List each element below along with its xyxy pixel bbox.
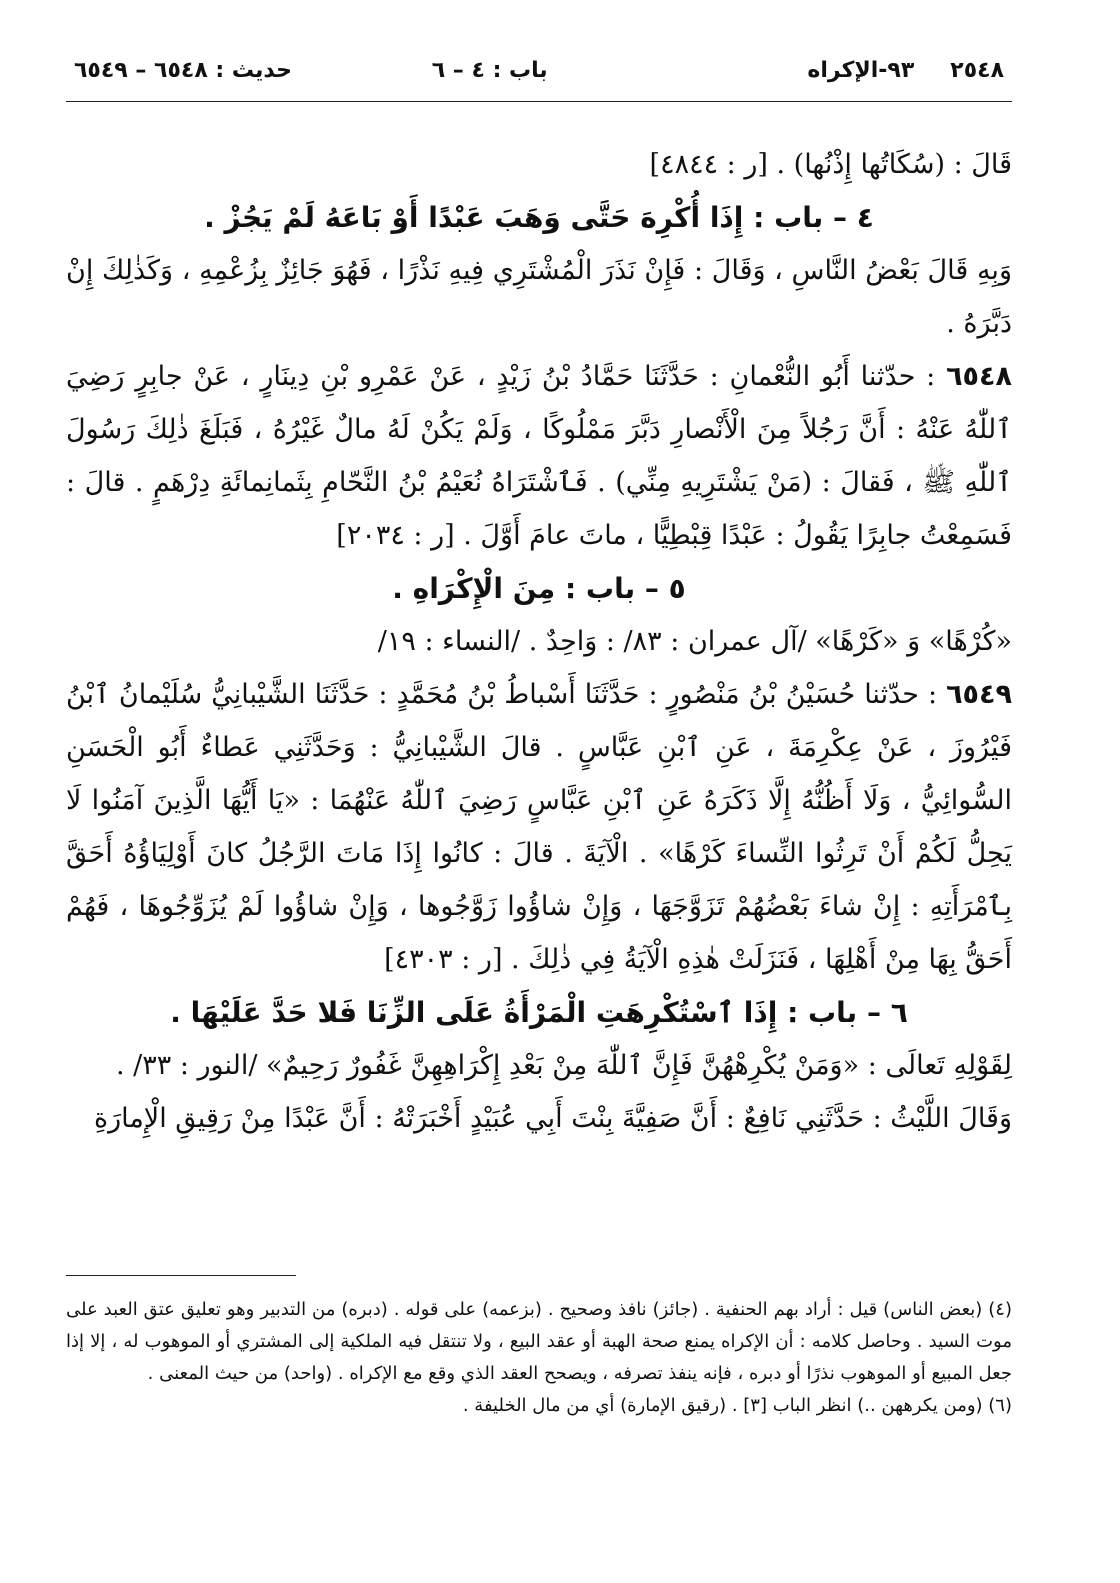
- hadith-number: ٦٥٤٩: [946, 679, 1012, 710]
- chapter-range: باب : ٤ – ٦: [431, 58, 548, 83]
- chapter-heading: ٥ – باب : مِنَ الْإِكْرَاهِ .: [392, 572, 686, 605]
- hadith-number: ٦٥٤٨: [946, 361, 1012, 392]
- chapter-heading: ٦ – باب : إِذَا ٱسْتُكْرِهَتِ الْمَرْأَةُ عَلَى الزِّنَا فَلا حَدَّ عَلَيْهَا .: [170, 996, 908, 1029]
- footnotes: [66, 1275, 1012, 1422]
- text-line: قَالَ : (سُكَاتُها إِذْنُها) . [ر : ٤٨٤٤]: [649, 149, 1012, 180]
- page-number: ٢٥٤٨: [950, 58, 1004, 83]
- text-line: «كُرْهًا» وَ «كَرْهًا» /آل عمران : ٨٣/ : وَاحِدٌ . /النساء : ١٩/: [377, 626, 1012, 657]
- header-right: [807, 58, 1004, 83]
- hadith-text: : حدّثنا أَبُو النُّعْمانِ : حَدَّثَنَا حَمَّادُ بْنُ زَيْدٍ ، عَنْ عَمْرِو بْنِ دِينَارٍ ، عَنْ جابِرٍ رَضِيَ ٱللّٰهُ عَنْهُ : أَنَّ رَجُلاً مِنَ الْأَنْصارِ دَبَّرَ مَمْلُوكًا ، وَلَمْ يَكُنْ لَهُ مالٌ غَيْرُهُ ، فَبَلَغَ ذٰلِكَ رَسُولَ ٱللّٰهِ ﷺ ، فَقالَ : (مَنْ يَشْتَرِيهِ مِنِّي) . فَٱشْتَرَاهُ نُعَيْمُ بْنُ النَّحّامِ بِثَمانِمائَةِ دِرْهَمٍ . قالَ : فَسَمِعْتُ جابِرًا يَقُولُ : عَبْدًا قِبْطِيًّا ، ماتَ عامَ أَوَّلَ . [ر : ٢٠٣٤]: [66, 361, 1012, 551]
- footnote: (٤) (بعض الناس) قيل : أراد بهم الحنفية . (جائز) نافذ وصحيح . (بزعمه) على قوله . (دبره) من التدبير وهو تعليق عتق العبد على موت السيد . وحاصل كلامه : أن الإكراه يمنع صحة الهبة أو عقد البيع ، ولا تنتقل فيه الملكية إلى المشتري أو الموهوب له ، إلا إذا جعل المبيع أو الموهوب نذرًا أو دبره ، فإنه ينفذ تصرفه ، ويصحح العقد الذي وقع مع الإكراه . (واحد) من حيث المعنى .: [66, 1299, 1012, 1384]
- footnote-list: [66, 1294, 1012, 1422]
- footnote-divider: [66, 1275, 296, 1276]
- hadith-text: : حدّثنا حُسَيْنُ بْنُ مَنْصُورٍ : حَدَّثَنَا أَسْباطُ بْنُ مُحَمَّدٍ : حَدَّثَنَا الشَّيْبانِيُّ سُلَيْمانُ ٱبْنُ فَيْرُوزَ ، عَنْ عِكْرِمَةَ ، عَنِ ٱبْنِ عَبَّاسٍ . قالَ الشَّيْبانِيُّ : وَحَدَّثَنِي عَطاءٌ أَبُو الْحَسَنِ السُّوائِيُّ ، وَلَا أَظُنُّهُ إِلَّا ذَكَرَهُ عَنِ ٱبْنِ عَبَّاسٍ رَضِيَ ٱللّٰهُ عَنْهُمَا : «يَا أَيُّهَا الَّذِينَ آمَنُوا لَا يَحِلُّ لَكُمْ أَنْ تَرِثُوا النِّساءَ كَرْهًا» . الْآيَةَ . قالَ : كانُوا إِذَا مَاتَ الرَّجُلُ كانَ أَوْلِيَاؤُهُ أَحَقَّ بِٱمْرَأَتِهِ : إِنْ شاءَ بَعْضُهُمْ تَزَوَّجَهَا ، وَإِنْ شاؤُوا زَوَّجُوها ، وَإِنْ شاؤُوا لَمْ يُزَوِّجُوهَا ، فَهُمْ أَحَقُّ بِهَا مِنْ أَهْلِهَا ، فَنَزَلَتْ هٰذِهِ الْآيَةُ فِي ذٰلِكَ . [ر : ٤٣٠٣]: [66, 679, 1012, 975]
- hadith-paragraph: [66, 668, 1012, 986]
- text-line: لِقَوْلِهِ تَعالَى : «وَمَنْ يُكْرِهْهُنَّ فَإِنَّ ٱللّٰهَ مِنْ بَعْدِ إِكْرَاهِهِنَّ غَفُورٌ رَحِيمٌ» /النور : ٣٣/ .: [115, 1050, 1012, 1081]
- hadith-range: حديث : ٦٥٤٨ – ٦٥٤٩: [74, 58, 292, 83]
- chapter-heading: ٤ – باب : إِذَا أُكْرِهَ حَتَّى وَهَبَ عَبْدًا أَوْ بَاعَهُ لَمْ يَجُزْ .: [204, 201, 874, 234]
- text-line: وَقَالَ اللَّيْثُ : حَدَّثَنِي نَافِعٌ : أَنَّ صَفِيَّةَ بِنْتَ أَبِي عُبَيْدٍ أَخْبَرَتْهُ : أَنَّ عَبْدًا مِنْ رَقِيقِ الْإِمارَةِ: [93, 1103, 1012, 1134]
- text-paragraph: وَبِهِ قَالَ بَعْضُ النَّاسِ ، وَقَالَ : فَإِنْ نَذَرَ الْمُشْتَرِي فِيهِ نَذْرًا ، فَهُوَ جَائِزٌ بِزُعْمِهِ ، وَكَذٰلِكَ إِنْ دَبَّرَهُ .: [66, 255, 1012, 339]
- book-page: [66, 58, 1012, 1145]
- running-header: [66, 58, 1012, 102]
- hadith-paragraph: [66, 350, 1012, 562]
- footnote: (٦) (ومن يكرههن ..) انظر الباب [٣] . (رقيق الإمارة) أي من مال الخليفة .: [462, 1395, 1012, 1416]
- main-text: [66, 138, 1012, 1145]
- book-title: ٩٣-الإكراه: [807, 58, 915, 83]
